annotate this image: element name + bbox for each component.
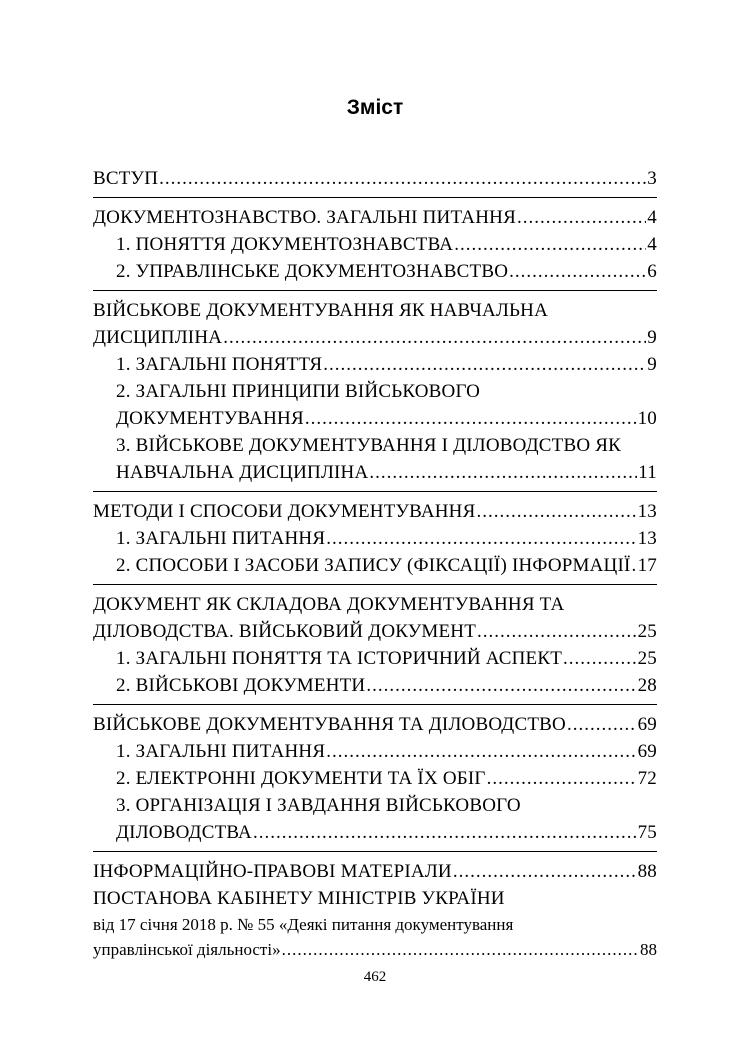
toc-subentry[interactable] — [93, 231, 657, 258]
toc-entry-title: 2. ВІЙСЬКОВІ ДОКУМЕНТИ — [116, 675, 366, 696]
toc-subentry[interactable] — [93, 459, 657, 486]
page-number: 462 — [363, 969, 387, 985]
toc-subentry-title-line[interactable]: 2. ЗАГАЛЬНІ ПРИНЦИПИ ВІЙСЬКОВОГО — [116, 381, 481, 402]
toc-entry-title: 2. ЕЛЕКТРОННІ ДОКУМЕНТИ ТА ЇХ ОБІГ — [116, 768, 486, 789]
toc-entry-title: 1. ЗАГАЛЬНІ ПОНЯТТЯ — [116, 354, 323, 375]
toc-subentry-title-line[interactable]: 3. ОРГАНІЗАЦІЯ І ЗАВДАННЯ ВІЙСЬКОВОГО — [116, 795, 521, 816]
toc-entry-title-line[interactable]: ПОСТАНОВА КАБІНЕТУ МІНІСТРІВ УКРАЇНИ — [93, 888, 505, 909]
toc-subentry[interactable] — [93, 351, 657, 378]
toc-entry-title: ДОКУМЕНТОЗНАВСТВО. ЗАГАЛЬНІ ПИТАННЯ — [93, 207, 516, 228]
toc-entry-page: 72 — [637, 768, 657, 789]
toc-subentry[interactable] — [93, 672, 657, 699]
toc-section-intro — [93, 165, 657, 198]
toc-entry-page: 3 — [647, 168, 657, 189]
toc-entry-title-line[interactable]: ВІЙСЬКОВЕ ДОКУМЕНТУВАННЯ ЯК НАВЧАЛЬНА — [93, 300, 548, 321]
toc-entry-page: 4 — [647, 234, 657, 255]
toc-subentry-title-line[interactable]: 3. ВІЙСЬКОВЕ ДОКУМЕНТУВАННЯ І ДІЛОВОДСТВО ЯК — [116, 435, 621, 456]
dot-leader — [369, 459, 637, 486]
toc-entry-title: НАВЧАЛЬНА ДИСЦИПЛІНА — [116, 462, 369, 483]
dot-leader — [477, 618, 637, 645]
dot-leader — [326, 738, 636, 765]
dot-leader — [476, 498, 636, 525]
dot-leader — [563, 645, 637, 672]
toc-entry[interactable] — [93, 165, 657, 192]
toc-section-6 — [93, 858, 657, 967]
toc-subentry[interactable] — [93, 765, 657, 792]
dot-leader — [366, 672, 636, 699]
toc-entry-title: ВІЙСЬКОВЕ ДОКУМЕНТУВАННЯ ТА ДІЛОВОДСТВО — [93, 714, 566, 735]
dot-leader — [282, 937, 639, 962]
toc-entry[interactable] — [93, 618, 657, 645]
toc-entry-title: ДОКУМЕНТУВАННЯ — [116, 408, 304, 429]
toc-subentry[interactable] — [93, 738, 657, 765]
dot-leader — [223, 324, 646, 351]
toc-subentry[interactable] — [93, 819, 657, 846]
toc-entry-page: 17 — [637, 555, 657, 576]
toc-subentry[interactable] — [93, 258, 657, 285]
table-of-contents — [93, 165, 657, 973]
dot-leader — [632, 552, 637, 579]
toc-subentry[interactable] — [93, 645, 657, 672]
toc-entry-page: 25 — [637, 621, 657, 642]
toc-entry[interactable] — [93, 937, 657, 962]
toc-entry-title: ІНФОРМАЦІЙНО-ПРАВОВІ МАТЕРІАЛИ — [93, 861, 452, 882]
toc-entry-title: 1. ЗАГАЛЬНІ ПИТАННЯ — [116, 528, 326, 549]
toc-entry-page: 10 — [637, 408, 657, 429]
toc-entry-title: 2. УПРАВЛІНСЬКЕ ДОКУМЕНТОЗНАВСТВО — [116, 261, 509, 282]
dot-leader — [323, 351, 646, 378]
toc-entry-page: 69 — [637, 741, 657, 762]
toc-entry[interactable] — [93, 498, 657, 525]
toc-entry-page: 88 — [640, 940, 657, 959]
toc-entry-title-line[interactable]: від 17 січня 2018 р. № 55 «Деякі питання документування — [93, 915, 514, 934]
toc-entry-page: 6 — [647, 261, 657, 282]
toc-entry-page: 25 — [637, 648, 657, 669]
toc-section-2 — [93, 297, 657, 492]
toc-entry-page: 88 — [637, 861, 657, 882]
dot-leader — [159, 165, 646, 192]
toc-entry-title: 2. СПОСОБИ І ЗАСОБИ ЗАПИСУ (ФІКСАЦІЇ) ІНФОРМАЦІЇ — [116, 555, 631, 576]
toc-section-1 — [93, 204, 657, 291]
toc-entry-page: 69 — [637, 714, 657, 735]
dot-leader — [487, 765, 637, 792]
dot-leader — [453, 858, 637, 885]
toc-entry-title: ДІЛОВОДСТВА. ВІЙСЬКОВИЙ ДОКУМЕНТ — [93, 621, 477, 642]
toc-entry-title: ДИСЦИПЛІНА — [93, 327, 223, 348]
dot-leader — [509, 258, 646, 285]
toc-entry-page: 9 — [647, 327, 657, 348]
toc-entry-title-line[interactable]: ДОКУМЕНТ ЯК СКЛАДОВА ДОКУМЕНТУВАННЯ ТА — [93, 594, 565, 615]
dot-leader — [253, 819, 637, 846]
dot-leader — [517, 204, 646, 231]
toc-section-4 — [93, 591, 657, 705]
toc-entry[interactable] — [93, 858, 657, 885]
toc-entry-title: 1. ЗАГАЛЬНІ ПОНЯТТЯ ТА ІСТОРИЧНИЙ АСПЕКТ — [116, 648, 563, 669]
toc-entry-page: 75 — [637, 822, 657, 843]
dot-leader — [305, 405, 637, 432]
toc-subentry[interactable] — [93, 405, 657, 432]
toc-entry-title: ДІЛОВОДСТВА — [116, 822, 252, 843]
page-title: Зміст — [346, 96, 404, 119]
toc-entry[interactable] — [93, 204, 657, 231]
toc-entry-page: 13 — [637, 528, 657, 549]
toc-section-3 — [93, 498, 657, 585]
dot-leader — [567, 711, 637, 738]
toc-entry-title: 1. ПОНЯТТЯ ДОКУМЕНТОЗНАВСТВА — [116, 234, 454, 255]
toc-entry-page: 13 — [637, 501, 657, 522]
toc-subentry[interactable] — [93, 525, 657, 552]
toc-entry-title: МЕТОДИ І СПОСОБИ ДОКУМЕНТУВАННЯ — [93, 501, 476, 522]
toc-subentry[interactable] — [93, 552, 657, 579]
toc-entry-title: 1. ЗАГАЛЬНІ ПИТАННЯ — [116, 741, 326, 762]
toc-entry-title: управлінської діяльності» — [93, 940, 281, 959]
toc-entry-title: ВСТУП — [93, 168, 159, 189]
dot-leader — [326, 525, 636, 552]
toc-section-5 — [93, 711, 657, 852]
toc-entry[interactable] — [93, 324, 657, 351]
dot-leader — [454, 231, 646, 258]
toc-entry-page: 9 — [647, 354, 657, 375]
toc-entry-page: 4 — [647, 207, 657, 228]
toc-entry-page: 28 — [637, 675, 657, 696]
toc-entry[interactable] — [93, 711, 657, 738]
toc-entry-page: 11 — [638, 462, 657, 483]
